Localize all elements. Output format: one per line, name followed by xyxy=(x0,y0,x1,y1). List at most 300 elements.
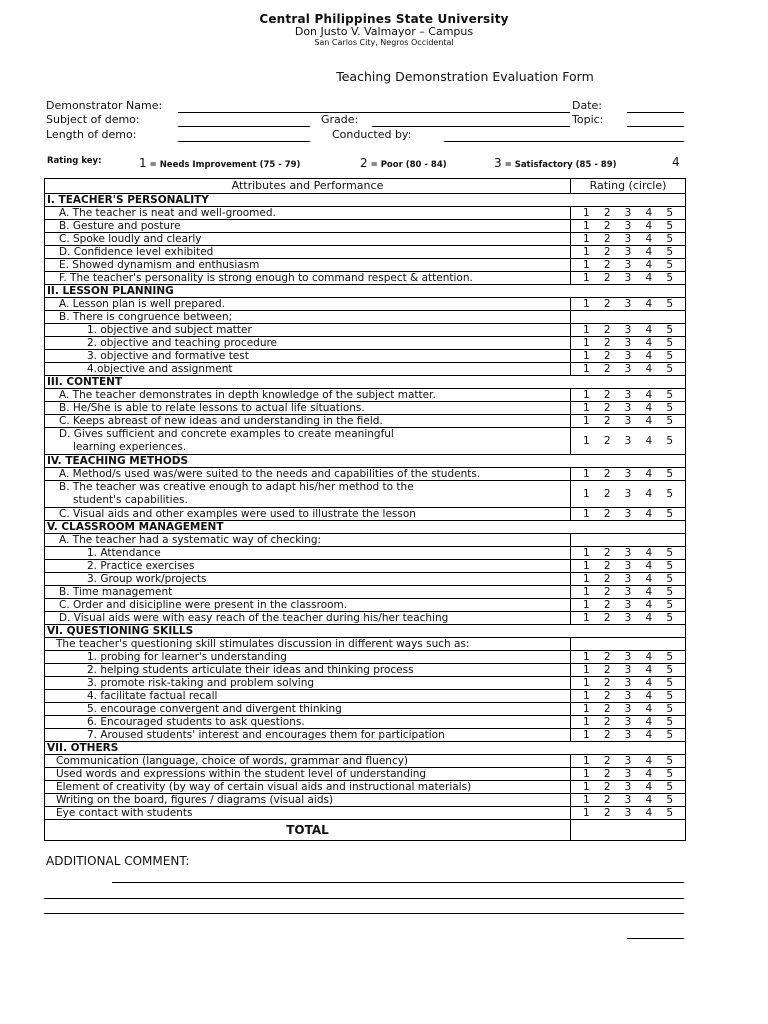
rating-option-4[interactable]: 4 xyxy=(645,586,653,598)
length-field[interactable] xyxy=(178,141,310,142)
additional-comment-label: ADDITIONAL COMMENT: xyxy=(46,854,190,868)
criterion-text: C. Visual aids and other examples were used to illustrate the lesson xyxy=(45,508,571,521)
rating-option-4[interactable]: 4 xyxy=(645,508,653,520)
table-row xyxy=(45,363,686,376)
rating-option-1[interactable]: 1 xyxy=(583,560,590,572)
rating-option-5[interactable]: 5 xyxy=(666,207,673,219)
rating-option-1[interactable]: 1 xyxy=(583,468,590,480)
rating-cell[interactable] xyxy=(571,350,686,363)
rating-option-4[interactable]: 4 xyxy=(645,781,653,793)
table-row xyxy=(45,703,686,716)
section-title: II. LESSON PLANNING xyxy=(45,285,686,298)
rating-option-1[interactable]: 1 xyxy=(583,690,590,702)
rating-option-4[interactable]: 4 xyxy=(645,755,653,767)
rating-option-2[interactable]: 2 xyxy=(603,547,611,559)
rating-option-5[interactable]: 5 xyxy=(666,794,673,806)
rating-option-1[interactable]: 1 xyxy=(583,651,590,663)
rating-option-5[interactable]: 5 xyxy=(666,612,673,624)
rating-option-5[interactable]: 5 xyxy=(666,729,673,741)
rating-cell[interactable] xyxy=(571,481,686,508)
table-row xyxy=(45,768,686,781)
table-row xyxy=(45,664,686,677)
rating-option-4[interactable]: 4 xyxy=(645,729,653,741)
rating-option-3[interactable]: 3 xyxy=(624,547,632,559)
topic-label: Topic: xyxy=(572,113,604,126)
rating-option-2[interactable]: 2 xyxy=(603,508,611,520)
rating-option-4[interactable]: 4 xyxy=(645,651,653,663)
section-row xyxy=(45,625,686,638)
rating-option-5[interactable]: 5 xyxy=(666,547,673,559)
rating-option-3[interactable]: 3 xyxy=(624,389,632,401)
rating-option-1[interactable]: 1 xyxy=(583,729,590,741)
criterion-text: 6. Encouraged students to ask questions. xyxy=(45,716,571,729)
table-row xyxy=(45,794,686,807)
rating-option-5[interactable]: 5 xyxy=(666,220,673,232)
rating-option-4[interactable]: 4 xyxy=(645,272,653,284)
rating-option-2[interactable]: 2 xyxy=(603,690,611,702)
rating-cell[interactable] xyxy=(571,547,686,560)
rating-cell[interactable] xyxy=(571,573,686,586)
rating-option-4[interactable]: 4 xyxy=(645,573,653,585)
rating-option-1[interactable]: 1 xyxy=(583,768,590,780)
rating-option-1[interactable]: 1 xyxy=(583,324,590,336)
rating-option-1[interactable]: 1 xyxy=(583,415,590,427)
rating-option-3[interactable]: 3 xyxy=(624,755,632,767)
rating-option-4[interactable]: 4 xyxy=(645,324,653,336)
rating-cell[interactable] xyxy=(571,324,686,337)
rating-option-4[interactable]: 4 xyxy=(645,677,653,689)
rating-option-3[interactable]: 3 xyxy=(624,560,632,572)
rating-option-5[interactable]: 5 xyxy=(666,599,673,611)
rating-option-2[interactable]: 2 xyxy=(603,389,611,401)
rating-option-4[interactable]: 4 xyxy=(645,415,653,427)
section-title: I. TEACHER'S PERSONALITY xyxy=(45,194,686,207)
rating-option-1[interactable]: 1 xyxy=(583,794,590,806)
criterion-text: D. Visual aids were with easy reach of the teacher during his/her teaching xyxy=(45,612,571,625)
rating-cell[interactable] xyxy=(571,690,686,703)
rating-option-3[interactable]: 3 xyxy=(624,363,632,375)
rating-option-4[interactable]: 4 xyxy=(645,207,653,219)
rating-option-1[interactable]: 1 xyxy=(583,435,590,447)
rating-cell[interactable] xyxy=(571,272,686,285)
signature-line[interactable] xyxy=(627,938,684,939)
rating-option-3[interactable]: 3 xyxy=(624,573,632,585)
rating-option-2[interactable]: 2 xyxy=(603,781,611,793)
rating-option-3[interactable]: 3 xyxy=(624,246,632,258)
criterion-line: B. The teacher was creative enough to adapt his/her method to the xyxy=(59,481,414,493)
rating-option-1[interactable]: 1 xyxy=(583,807,590,819)
rating-option-2[interactable]: 2 xyxy=(603,716,611,728)
table-row xyxy=(45,272,686,285)
rating-option-3[interactable]: 3 xyxy=(624,651,632,663)
rating-cell[interactable] xyxy=(571,651,686,664)
rating-option-2[interactable]: 2 xyxy=(603,337,611,349)
criterion-text: A. The teacher had a systematic way of checking: xyxy=(45,534,571,547)
rating-cell[interactable] xyxy=(571,781,686,794)
rating-option-2[interactable]: 2 xyxy=(603,677,611,689)
table-row xyxy=(45,402,686,415)
rating-option-1[interactable]: 1 xyxy=(583,664,590,676)
rating-cell[interactable] xyxy=(571,807,686,820)
rating-option-5[interactable]: 5 xyxy=(666,560,673,572)
rating-cell[interactable] xyxy=(571,298,686,311)
table-row xyxy=(45,586,686,599)
comment-line-1[interactable] xyxy=(112,882,684,883)
rating-option-2[interactable]: 2 xyxy=(603,729,611,741)
rating-option-5[interactable]: 5 xyxy=(666,690,673,702)
rating-cell[interactable] xyxy=(571,363,686,376)
section-title: V. CLASSROOM MANAGEMENT xyxy=(45,521,686,534)
criterion-text: B. Gesture and posture xyxy=(45,220,571,233)
rating-cell[interactable] xyxy=(571,207,686,220)
rating-cell[interactable] xyxy=(571,402,686,415)
rating-option-5[interactable]: 5 xyxy=(666,703,673,715)
rating-option-3[interactable]: 3 xyxy=(624,220,632,232)
table-row xyxy=(45,781,686,794)
criterion-text: C. Order and disicipline were present in the classroom. xyxy=(45,599,571,612)
rating-option-5[interactable]: 5 xyxy=(666,389,673,401)
rating-option-1[interactable]: 1 xyxy=(583,599,590,611)
rating-option-4[interactable]: 4 xyxy=(645,246,653,258)
rating-option-1[interactable]: 1 xyxy=(583,220,590,232)
rating-option-2[interactable]: 2 xyxy=(603,415,611,427)
rating-option-4[interactable]: 4 xyxy=(645,794,653,806)
rating-option-1[interactable]: 1 xyxy=(583,207,590,219)
rating-option-5[interactable]: 5 xyxy=(666,435,673,447)
rating-option-4[interactable]: 4 xyxy=(645,402,653,414)
criterion-text: C. Spoke loudly and clearly xyxy=(45,233,571,246)
rating-option-2[interactable]: 2 xyxy=(603,324,611,336)
rating-option-5[interactable]: 5 xyxy=(666,651,673,663)
rating-cell xyxy=(571,311,686,324)
table-row xyxy=(45,428,686,455)
table-row xyxy=(45,350,686,363)
rating-option-2[interactable]: 2 xyxy=(603,612,611,624)
rating-cell[interactable] xyxy=(571,768,686,781)
rating-cell[interactable] xyxy=(571,468,686,481)
rating-column-header: Rating (circle) xyxy=(571,179,686,194)
rating-option-5[interactable]: 5 xyxy=(666,337,673,349)
rating-option-2[interactable]: 2 xyxy=(603,207,611,219)
section-title: III. CONTENT xyxy=(45,376,686,389)
rating-option-4[interactable]: 4 xyxy=(645,768,653,780)
rating-option-1[interactable]: 1 xyxy=(583,233,590,245)
rating-cell[interactable] xyxy=(571,729,686,742)
rating-option-3[interactable]: 3 xyxy=(624,586,632,598)
rating-cell[interactable] xyxy=(571,794,686,807)
rating-option-2[interactable]: 2 xyxy=(603,350,611,362)
table-row xyxy=(45,599,686,612)
rating-option-2[interactable]: 2 xyxy=(603,402,611,414)
criterion-text: A. The teacher demonstrates in depth knowledge of the subject matter. xyxy=(45,389,571,402)
rating-option-1[interactable]: 1 xyxy=(583,402,590,414)
criterion-text: 4.objective and assignment xyxy=(45,363,571,376)
rating-option-3[interactable]: 3 xyxy=(624,690,632,702)
criterion-text: A. Lesson plan is well prepared. xyxy=(45,298,571,311)
rating-option-1[interactable]: 1 xyxy=(583,363,590,375)
rating-option-4[interactable]: 4 xyxy=(645,337,653,349)
rating-option-5[interactable]: 5 xyxy=(666,468,673,480)
rating-option-3[interactable]: 3 xyxy=(624,664,632,676)
section-row xyxy=(45,285,686,298)
rating-option-4[interactable]: 4 xyxy=(645,716,653,728)
rating-cell[interactable] xyxy=(571,220,686,233)
rating-option-3[interactable]: 3 xyxy=(624,599,632,611)
rating-option-2[interactable]: 2 xyxy=(603,703,611,715)
table-row xyxy=(45,481,686,508)
comment-line-3[interactable] xyxy=(44,913,684,914)
rating-cell[interactable] xyxy=(571,389,686,402)
rating-option-5[interactable]: 5 xyxy=(666,272,673,284)
criterion-text: Writing on the board, figures / diagrams (visual aids) xyxy=(45,794,571,807)
rating-cell[interactable] xyxy=(571,586,686,599)
table-row xyxy=(45,755,686,768)
rating-option-2[interactable]: 2 xyxy=(603,573,611,585)
rating-option-5[interactable]: 5 xyxy=(666,664,673,676)
rating-option-2[interactable]: 2 xyxy=(603,298,611,310)
rating-option-5[interactable]: 5 xyxy=(666,259,673,271)
rating-option-4[interactable]: 4 xyxy=(645,560,653,572)
rating-option-3[interactable]: 3 xyxy=(624,508,632,520)
rating-option-1[interactable]: 1 xyxy=(583,612,590,624)
rating-option-2[interactable]: 2 xyxy=(603,586,611,598)
rating-option-1[interactable]: 1 xyxy=(583,389,590,401)
rating-cell[interactable] xyxy=(571,233,686,246)
demonstrator-name-label: Demonstrator Name: xyxy=(46,99,163,112)
rating-option-1[interactable]: 1 xyxy=(583,677,590,689)
rating-option-3[interactable]: 3 xyxy=(624,259,632,271)
rating-option-4[interactable]: 4 xyxy=(645,703,653,715)
section-row xyxy=(45,194,686,207)
rating-option-5[interactable]: 5 xyxy=(666,298,673,310)
rating-option-2[interactable]: 2 xyxy=(603,233,611,245)
table-row xyxy=(45,677,686,690)
rating-option-1[interactable]: 1 xyxy=(583,488,590,500)
rating-option-3[interactable]: 3 xyxy=(624,807,632,819)
rating-option-5[interactable]: 5 xyxy=(666,363,673,375)
rating-cell[interactable] xyxy=(571,664,686,677)
rating-option-3[interactable]: 3 xyxy=(624,794,632,806)
rating-option-1[interactable]: 1 xyxy=(583,337,590,349)
table-row xyxy=(45,220,686,233)
rating-option-5[interactable]: 5 xyxy=(666,324,673,336)
subject-field[interactable] xyxy=(178,126,310,127)
conducted-by-field[interactable] xyxy=(444,141,684,142)
table-row xyxy=(45,389,686,402)
rating-option-1[interactable]: 1 xyxy=(583,703,590,715)
rating-option-3[interactable]: 3 xyxy=(624,350,632,362)
rating-cell[interactable] xyxy=(571,677,686,690)
rating-option-2[interactable]: 2 xyxy=(603,246,611,258)
table-row xyxy=(45,651,686,664)
rating-option-1[interactable]: 1 xyxy=(583,246,590,258)
rating-option-1[interactable]: 1 xyxy=(583,547,590,559)
rating-cell[interactable] xyxy=(571,703,686,716)
criterion-text: Eye contact with students xyxy=(45,807,571,820)
rating-option-4[interactable]: 4 xyxy=(645,599,653,611)
rating-option-5[interactable]: 5 xyxy=(666,781,673,793)
rating-option-3[interactable]: 3 xyxy=(624,435,632,447)
rating-option-1[interactable]: 1 xyxy=(583,298,590,310)
rating-option-1[interactable]: 1 xyxy=(583,573,590,585)
rating-option-2[interactable]: 2 xyxy=(603,468,611,480)
rating-option-3[interactable]: 3 xyxy=(624,677,632,689)
rating-option-3[interactable]: 3 xyxy=(624,716,632,728)
rating-option-2[interactable]: 2 xyxy=(603,807,611,819)
rating-option-4[interactable]: 4 xyxy=(645,468,653,480)
rating-option-3[interactable]: 3 xyxy=(624,703,632,715)
rating-option-2[interactable]: 2 xyxy=(603,488,611,500)
rating-option-1[interactable]: 1 xyxy=(583,781,590,793)
rating-cell[interactable] xyxy=(571,755,686,768)
rating-cell[interactable] xyxy=(571,259,686,272)
rating-option-2[interactable]: 2 xyxy=(603,435,611,447)
rating-cell[interactable] xyxy=(571,599,686,612)
table-row xyxy=(45,337,686,350)
rating-cell[interactable] xyxy=(571,560,686,573)
rating-option-2[interactable]: 2 xyxy=(603,560,611,572)
rating-option-3[interactable]: 3 xyxy=(624,272,632,284)
criterion-continuation: student's capabilities. xyxy=(73,494,188,506)
table-row xyxy=(45,729,686,742)
rating-cell[interactable] xyxy=(571,508,686,521)
rating-option-3[interactable]: 3 xyxy=(624,233,632,245)
section-title: IV. TEACHING METHODS xyxy=(45,455,686,468)
rating-option-4[interactable]: 4 xyxy=(645,547,653,559)
rating-option-4[interactable]: 4 xyxy=(645,298,653,310)
rating-option-2[interactable]: 2 xyxy=(603,363,611,375)
table-row xyxy=(45,468,686,481)
rating-option-1[interactable]: 1 xyxy=(583,272,590,284)
rating-option-3[interactable]: 3 xyxy=(624,729,632,741)
rating-option-4[interactable]: 4 xyxy=(645,363,653,375)
rating-option-1[interactable]: 1 xyxy=(583,259,590,271)
rating-option-5[interactable]: 5 xyxy=(666,716,673,728)
rating-option-3[interactable]: 3 xyxy=(624,612,632,624)
criterion-text: The teacher's questioning skill stimulates discussion in different ways such as: xyxy=(45,638,571,651)
rating-option-3[interactable]: 3 xyxy=(624,768,632,780)
rating-option-2[interactable]: 2 xyxy=(603,651,611,663)
criterion-text: Used words and expressions within the student level of understanding xyxy=(45,768,571,781)
table-row xyxy=(45,298,686,311)
criterion-text: Communication (language, choice of words, grammar and fluency) xyxy=(45,755,571,768)
rating-option-5[interactable]: 5 xyxy=(666,402,673,414)
table-row xyxy=(45,534,686,547)
grade-field[interactable] xyxy=(372,126,570,127)
rating-key-1: 1 = Needs Improvement (75 - 79) xyxy=(139,156,301,170)
date-field[interactable] xyxy=(627,112,684,113)
rating-option-2[interactable]: 2 xyxy=(603,272,611,284)
rating-option-1[interactable]: 1 xyxy=(583,716,590,728)
rating-option-2[interactable]: 2 xyxy=(603,259,611,271)
university-name: Central Philippines State University xyxy=(259,12,509,26)
table-row xyxy=(45,560,686,573)
rating-option-5[interactable]: 5 xyxy=(666,586,673,598)
rating-cell[interactable] xyxy=(571,246,686,259)
rating-option-2[interactable]: 2 xyxy=(603,220,611,232)
rating-option-5[interactable]: 5 xyxy=(666,677,673,689)
rating-option-5[interactable]: 5 xyxy=(666,768,673,780)
table-row xyxy=(45,638,686,651)
rating-option-4[interactable]: 4 xyxy=(645,612,653,624)
rating-cell[interactable] xyxy=(571,337,686,350)
rating-option-2[interactable]: 2 xyxy=(603,794,611,806)
rating-option-5[interactable]: 5 xyxy=(666,573,673,585)
rating-option-5[interactable]: 5 xyxy=(666,246,673,258)
rating-cell xyxy=(571,534,686,547)
rating-option-4[interactable]: 4 xyxy=(645,435,653,447)
rating-option-3[interactable]: 3 xyxy=(624,207,632,219)
rating-option-4[interactable]: 4 xyxy=(645,807,653,819)
rating-option-2[interactable]: 2 xyxy=(603,599,611,611)
rating-option-5[interactable]: 5 xyxy=(666,755,673,767)
rating-option-3[interactable]: 3 xyxy=(624,402,632,414)
rating-option-4[interactable]: 4 xyxy=(645,488,653,500)
table-row xyxy=(45,207,686,220)
campus-address: San Carlos City, Negros Occidental xyxy=(314,38,454,47)
rating-cell[interactable] xyxy=(571,415,686,428)
rating-option-1[interactable]: 1 xyxy=(583,586,590,598)
rating-option-5[interactable]: 5 xyxy=(666,488,673,500)
rating-option-4[interactable]: 4 xyxy=(645,259,653,271)
rating-option-3[interactable]: 3 xyxy=(624,337,632,349)
evaluation-table xyxy=(44,178,686,841)
rating-cell[interactable] xyxy=(571,612,686,625)
rating-option-1[interactable]: 1 xyxy=(583,508,590,520)
rating-cell[interactable] xyxy=(571,716,686,729)
rating-option-5[interactable]: 5 xyxy=(666,233,673,245)
section-title: VI. QUESTIONING SKILLS xyxy=(45,625,686,638)
rating-option-5[interactable]: 5 xyxy=(666,508,673,520)
rating-option-5[interactable]: 5 xyxy=(666,350,673,362)
rating-cell[interactable] xyxy=(571,428,686,455)
rating-option-3[interactable]: 3 xyxy=(624,415,632,427)
total-value-cell[interactable] xyxy=(571,820,686,841)
demonstrator-name-field[interactable] xyxy=(178,112,570,113)
comment-line-2[interactable] xyxy=(44,898,684,899)
rating-option-4[interactable]: 4 xyxy=(645,690,653,702)
rating-option-3[interactable]: 3 xyxy=(624,468,632,480)
rating-option-1[interactable]: 1 xyxy=(583,350,590,362)
topic-field[interactable] xyxy=(627,126,684,127)
rating-option-4[interactable]: 4 xyxy=(645,389,653,401)
rating-option-3[interactable]: 3 xyxy=(624,488,632,500)
criterion-text: 3. objective and formative test xyxy=(45,350,571,363)
criterion-text: B. Time management xyxy=(45,586,571,599)
rating-option-2[interactable]: 2 xyxy=(603,664,611,676)
rating-option-2[interactable]: 2 xyxy=(603,768,611,780)
rating-option-3[interactable]: 3 xyxy=(624,781,632,793)
section-row xyxy=(45,455,686,468)
rating-option-4[interactable]: 4 xyxy=(645,664,653,676)
rating-option-5[interactable]: 5 xyxy=(666,807,673,819)
rating-option-1[interactable]: 1 xyxy=(583,755,590,767)
form-title: Teaching Demonstration Evaluation Form xyxy=(336,69,594,84)
criterion-text: 1. objective and subject matter xyxy=(45,324,571,337)
rating-option-5[interactable]: 5 xyxy=(666,415,673,427)
table-row xyxy=(45,324,686,337)
rating-option-4[interactable]: 4 xyxy=(645,350,653,362)
rating-option-2[interactable]: 2 xyxy=(603,755,611,767)
criterion-text: F. The teacher's personality is strong enough to command respect & attention. xyxy=(45,272,571,285)
rating-option-3[interactable]: 3 xyxy=(624,324,632,336)
rating-option-3[interactable]: 3 xyxy=(624,298,632,310)
criterion-text: Element of creativity (by way of certain visual aids and instructional materials) xyxy=(45,781,571,794)
rating-option-4[interactable]: 4 xyxy=(645,233,653,245)
criterion-text xyxy=(45,428,571,455)
table-row xyxy=(45,246,686,259)
rating-option-4[interactable]: 4 xyxy=(645,220,653,232)
